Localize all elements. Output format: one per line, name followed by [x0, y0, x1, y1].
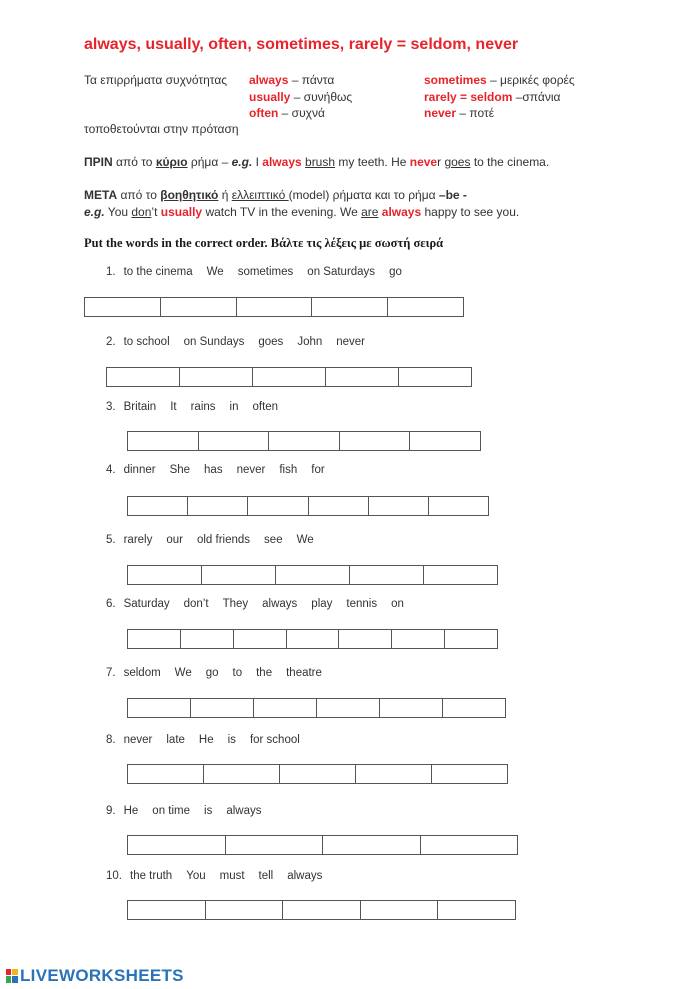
- word-chip: Britain: [123, 401, 157, 413]
- exercise-words: [106, 401, 292, 413]
- answer-box[interactable]: [128, 566, 202, 584]
- answer-box[interactable]: [445, 630, 497, 648]
- answer-box-row: [127, 629, 498, 649]
- answer-box[interactable]: [237, 298, 313, 316]
- answer-box[interactable]: [380, 699, 443, 717]
- answer-box-row: [127, 764, 508, 784]
- answer-box[interactable]: [283, 901, 361, 919]
- answer-box[interactable]: [317, 699, 380, 717]
- answer-box[interactable]: [128, 630, 181, 648]
- answer-box[interactable]: [128, 497, 188, 515]
- word-chip: for school: [249, 734, 300, 746]
- adverb-always: always – πάντα: [249, 73, 335, 87]
- page-title: always, usually, often, sometimes, rarely = seldom, never: [84, 36, 519, 53]
- answer-box[interactable]: [181, 630, 234, 648]
- exercise-words: [106, 336, 379, 348]
- word-chip: rains: [190, 401, 216, 413]
- exercise-number: 4.: [106, 464, 116, 476]
- answer-box[interactable]: [128, 901, 206, 919]
- answer-box[interactable]: [388, 298, 463, 316]
- word-chip: She: [169, 464, 191, 476]
- answer-box[interactable]: [326, 368, 399, 386]
- word-chip: We: [174, 667, 192, 679]
- exercise-words: [106, 598, 418, 610]
- word-chip: It: [170, 401, 177, 413]
- word-chip: We: [206, 266, 224, 278]
- word-chip: John: [297, 336, 323, 348]
- word-chip: for: [311, 464, 325, 476]
- word-chip: on Sundays: [183, 336, 245, 348]
- word-chip: old friends: [196, 534, 251, 546]
- word-chip: never: [236, 464, 266, 476]
- answer-box-row: [127, 900, 516, 920]
- answer-box[interactable]: [323, 836, 421, 854]
- word-chip: theatre: [286, 667, 322, 679]
- answer-box[interactable]: [226, 836, 324, 854]
- answer-box-row: [127, 835, 518, 855]
- intro-label: Τα επιρρήματα συχνότητας: [84, 73, 228, 87]
- word-chip: always: [226, 805, 262, 817]
- adverb-often: often – συχνά: [249, 106, 325, 120]
- answer-box[interactable]: [128, 836, 226, 854]
- rule-after-line1: ΜΕΤΑ από το βοηθητικό ή ελλειπτικό (model) ρήματα και το ρήμα –be -: [84, 188, 467, 202]
- word-chip: never: [336, 336, 366, 348]
- liveworksheets-logo-icon: [6, 969, 18, 983]
- task-heading: Put the words in the correct order. Βάλτε τις λέξεις με σωστή σειρά: [84, 236, 444, 250]
- rule-before: ΠΡΙΝ από το κύριο ρήμα – e.g. I always brush my teeth. He never goes to the cinema.: [84, 155, 550, 169]
- word-chip: is: [204, 805, 213, 817]
- answer-box[interactable]: [128, 699, 191, 717]
- answer-box[interactable]: [161, 298, 237, 316]
- answer-box[interactable]: [204, 765, 280, 783]
- word-chip: often: [252, 401, 279, 413]
- word-chip: play: [311, 598, 333, 610]
- exercise-words: [106, 734, 314, 746]
- word-chip: to: [232, 667, 243, 679]
- word-chip: has: [204, 464, 223, 476]
- word-chip: late: [166, 734, 185, 746]
- answer-box[interactable]: [369, 497, 429, 515]
- exercise-words: [106, 870, 336, 882]
- liveworksheets-logo: LIVEWORKSHEETS: [6, 966, 184, 986]
- answer-box[interactable]: [107, 368, 180, 386]
- answer-box-row: [127, 431, 481, 451]
- exercise-words: [106, 534, 328, 546]
- answer-box[interactable]: [392, 630, 445, 648]
- answer-box[interactable]: [340, 432, 411, 450]
- word-chip: don’t: [183, 598, 209, 610]
- exercise-number: 6.: [106, 598, 116, 610]
- word-chip: on: [391, 598, 404, 610]
- answer-box[interactable]: [356, 765, 432, 783]
- word-chip: must: [219, 870, 245, 882]
- answer-box[interactable]: [202, 566, 276, 584]
- word-chip: sometimes: [237, 266, 294, 278]
- exercise-number: 9.: [106, 805, 116, 817]
- answer-box[interactable]: [424, 566, 497, 584]
- word-chip: go: [389, 266, 402, 278]
- word-chip: our: [166, 534, 183, 546]
- word-chip: to the cinema: [123, 266, 193, 278]
- exercise-number: 1.: [106, 266, 116, 278]
- answer-box[interactable]: [269, 432, 340, 450]
- word-chip: goes: [258, 336, 284, 348]
- word-chip: We: [296, 534, 314, 546]
- answer-box[interactable]: [438, 901, 515, 919]
- answer-box[interactable]: [180, 368, 253, 386]
- answer-box[interactable]: [85, 298, 161, 316]
- answer-box[interactable]: [287, 630, 340, 648]
- word-chip: seldom: [123, 667, 161, 679]
- answer-box[interactable]: [429, 497, 488, 515]
- answer-box[interactable]: [443, 699, 505, 717]
- adverb-rarely: rarely = seldom –σπάνια: [424, 90, 561, 104]
- answer-box[interactable]: [432, 765, 507, 783]
- intro-placement: τοποθετούνται στην πρόταση: [84, 122, 239, 136]
- answer-box-row: [127, 698, 506, 718]
- word-chip: He: [198, 734, 214, 746]
- answer-box[interactable]: [309, 497, 369, 515]
- answer-box[interactable]: [234, 630, 287, 648]
- rule-after-line2: e.g. You don’t usually watch TV in the evening. We are always happy to see you.: [84, 205, 520, 219]
- answer-box[interactable]: [188, 497, 248, 515]
- answer-box[interactable]: [312, 298, 388, 316]
- word-chip: never: [123, 734, 153, 746]
- word-chip: dinner: [123, 464, 156, 476]
- answer-box[interactable]: [199, 432, 270, 450]
- answer-box[interactable]: [421, 836, 518, 854]
- exercise-words: [106, 805, 275, 817]
- answer-box[interactable]: [248, 497, 308, 515]
- exercise-number: 7.: [106, 667, 116, 679]
- word-chip: is: [227, 734, 236, 746]
- answer-box[interactable]: [410, 432, 480, 450]
- word-chip: the truth: [130, 870, 173, 882]
- word-chip: tennis: [346, 598, 378, 610]
- answer-box-row: [127, 496, 489, 516]
- word-chip: always: [287, 870, 323, 882]
- exercise-words: [106, 667, 336, 679]
- exercise-number: 5.: [106, 534, 116, 546]
- exercise-number: 3.: [106, 401, 116, 413]
- answer-box[interactable]: [339, 630, 392, 648]
- exercise-number: 10.: [106, 870, 122, 882]
- adverb-sometimes: sometimes – μερικές φορές: [424, 73, 575, 87]
- answer-box[interactable]: [191, 699, 254, 717]
- word-chip: go: [205, 667, 219, 679]
- adverb-never: never – ποτέ: [424, 106, 495, 120]
- answer-box[interactable]: [128, 432, 199, 450]
- exercise-number: 2.: [106, 336, 116, 348]
- exercise-words: [106, 266, 416, 278]
- answer-box[interactable]: [361, 901, 439, 919]
- answer-box[interactable]: [276, 566, 350, 584]
- word-chip: to school: [123, 336, 170, 348]
- answer-box-row: [127, 565, 498, 585]
- exercise-words: [106, 464, 339, 476]
- exercise-number: 8.: [106, 734, 116, 746]
- word-chip: He: [123, 805, 139, 817]
- word-chip: see: [264, 534, 283, 546]
- answer-box-row: [84, 297, 464, 317]
- word-chip: on time: [152, 805, 191, 817]
- answer-box[interactable]: [350, 566, 424, 584]
- word-chip: always: [262, 598, 298, 610]
- answer-box[interactable]: [399, 368, 471, 386]
- answer-box[interactable]: [254, 699, 317, 717]
- word-chip: rarely: [123, 534, 153, 546]
- answer-box[interactable]: [253, 368, 326, 386]
- answer-box-row: [106, 367, 472, 387]
- word-chip: in: [229, 401, 239, 413]
- word-chip: the: [256, 667, 273, 679]
- word-chip: Saturday: [123, 598, 170, 610]
- answer-box[interactable]: [128, 765, 204, 783]
- answer-box[interactable]: [206, 901, 284, 919]
- word-chip: tell: [258, 870, 274, 882]
- word-chip: They: [222, 598, 249, 610]
- adverb-usually: usually – συνήθως: [249, 90, 353, 104]
- answer-box[interactable]: [280, 765, 356, 783]
- word-chip: fish: [279, 464, 298, 476]
- word-chip: You: [186, 870, 206, 882]
- word-chip: on Saturdays: [307, 266, 376, 278]
